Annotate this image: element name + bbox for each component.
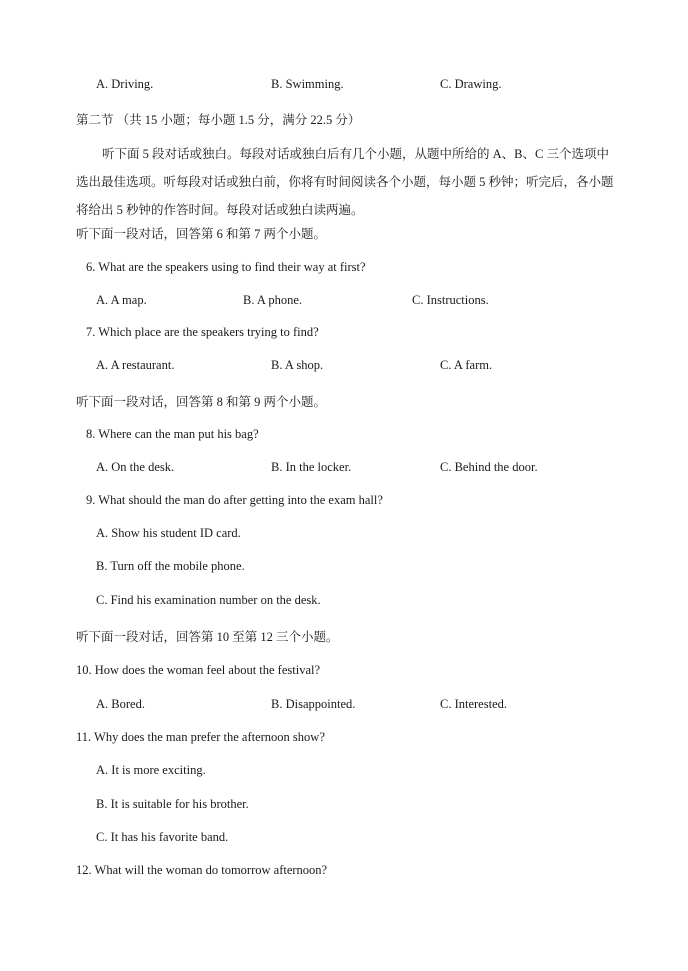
section-heading: 第二节 （共 15 小题；每小题 1.5 分，满分 22.5 分） xyxy=(76,113,361,127)
option-b: B. A phone. xyxy=(243,293,303,307)
option-c: C. Behind the door. xyxy=(440,460,538,474)
question-stem: 9. What should the man do after getting into the exam hall? xyxy=(86,493,383,507)
option-b: B. It is suitable for his brother. xyxy=(96,797,249,811)
dialogue-intro: 听下面一段对话，回答第 6 和第 7 两个小题。 xyxy=(76,227,327,241)
question-stem: 12. What will the woman do tomorrow afternoon? xyxy=(76,863,328,877)
question-stem: 8. Where can the man put his bag? xyxy=(86,427,259,441)
option-a: A. Show his student ID card. xyxy=(96,526,241,540)
option-b: B. A shop. xyxy=(271,358,324,372)
question-stem: 10. How does the woman feel about the festival? xyxy=(76,663,321,677)
dialogue-intro: 听下面一段对话，回答第 10 至第 12 三个小题。 xyxy=(76,630,339,644)
option-b: B. Turn off the mobile phone. xyxy=(96,559,245,573)
section-instructions: 听下面 5 段对话或独白。每段对话或独白后有几个小题，从题中所给的 A、B、C 三个选项中选出最佳选项。听每段对话或独白前，你将有时间阅读各个小题，每小题 5 秒钟；听完后，各小题将给出 5 秒钟的作答时间。每段对话或独白读两遍。 xyxy=(76,147,614,217)
dialogue-intro: 听下面一段对话，回答第 8 和第 9 两个小题。 xyxy=(76,395,327,409)
option-b: B. Disappointed. xyxy=(271,697,356,711)
option-a: A. Driving. xyxy=(96,77,154,91)
option-c: C. Find his examination number on the desk. xyxy=(96,593,321,607)
option-a: A. Bored. xyxy=(96,697,145,711)
option-b: B. Swimming. xyxy=(271,77,344,91)
question-stem: 11. Why does the man prefer the afternoon show? xyxy=(76,730,325,744)
option-c: C. A farm. xyxy=(440,358,493,372)
question-stem: 6. What are the speakers using to find their way at first? xyxy=(86,260,366,274)
option-c: C. Drawing. xyxy=(440,77,502,91)
option-c: C. Instructions. xyxy=(412,293,489,307)
option-a: A. It is more exciting. xyxy=(96,763,206,777)
question-stem: 7. Which place are the speakers trying to find? xyxy=(86,325,319,339)
option-b: B. In the locker. xyxy=(271,460,352,474)
option-a: A. A map. xyxy=(96,293,147,307)
option-c: C. It has his favorite band. xyxy=(96,830,229,844)
option-a: A. A restaurant. xyxy=(96,358,175,372)
option-a: A. On the desk. xyxy=(96,460,175,474)
option-c: C. Interested. xyxy=(440,697,507,711)
